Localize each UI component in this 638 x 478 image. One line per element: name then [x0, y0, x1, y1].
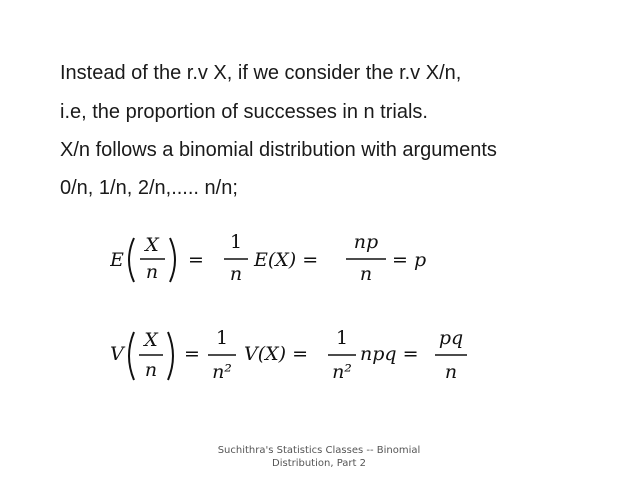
footer-line-1: Suchithra's Statistics Classes -- Binomial [217, 445, 421, 456]
footer-line-2: Distribution, Part 2 [272, 458, 366, 469]
variance-equation [110, 326, 480, 390]
eq1-rhs-num: np [353, 231, 379, 253]
eq2-coef2-den: n² [332, 361, 352, 383]
eq2-npq: npq = [360, 343, 419, 365]
expectation-equation [110, 224, 440, 296]
eq1-frac-num: X [145, 234, 159, 256]
eq2-equals: = [184, 343, 200, 365]
eq2-frac-num: X [144, 329, 158, 351]
eq2-operator: V [110, 343, 124, 365]
eq1-mid: E(X) = [254, 249, 319, 271]
eq1-frac-den: n [145, 261, 159, 283]
eq1-rhs-den: n [359, 263, 373, 285]
text-line-2: i.e, the proportion of successes in n trials. [60, 101, 428, 123]
text-line-1: Instead of the r.v X, if we consider the r.v X/n, [60, 62, 462, 84]
eq1-coef-num: 1 [229, 231, 243, 253]
eq2-left-paren [129, 332, 134, 380]
eq1-result: = p [392, 249, 427, 271]
eq1-equals: = [188, 249, 204, 271]
eq1-operator: E [110, 249, 124, 271]
eq2-right-paren [168, 332, 173, 380]
eq2-rhs-den: n [444, 361, 458, 383]
eq1-left-paren [129, 238, 134, 282]
eq1-right-paren [170, 238, 175, 282]
text-line-4: 0/n, 1/n, 2/n,..... n/n; [60, 177, 238, 199]
slide-footer [200, 444, 438, 470]
eq2-coef-den: n² [212, 361, 232, 383]
eq2-coef-num: 1 [215, 327, 229, 349]
text-line-3: X/n follows a binomial distribution with arguments [60, 139, 497, 161]
eq2-coef2-num: 1 [335, 327, 349, 349]
eq2-mid: V(X) = [244, 343, 309, 365]
eq1-coef-den: n [229, 263, 243, 285]
eq2-frac-den: n [144, 359, 158, 381]
eq2-rhs-num: pq [438, 327, 464, 349]
